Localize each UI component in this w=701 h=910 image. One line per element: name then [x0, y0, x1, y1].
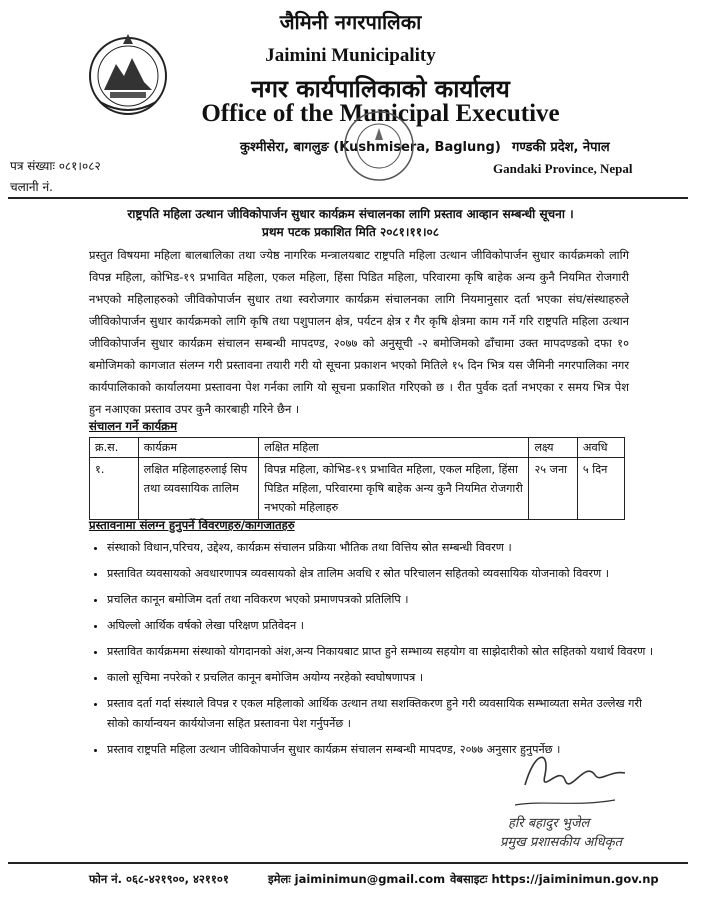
- province-english: Gandaki Province, Nepal: [493, 161, 633, 176]
- header-divider: [8, 197, 688, 199]
- letter-number: पत्र संख्याः ०८१।०८२: [10, 159, 101, 173]
- table-cell-duration: ५ दिन: [577, 458, 624, 520]
- signatory-name: हरि बहादुर भुजेल: [508, 816, 590, 831]
- list-item: • प्रस्ताव दर्ता गर्दा संस्थाले विपन्न र एकल महिलाको आर्थिक उत्थान तथा सशक्तिकरण हुने गरी व्यवसायिक सम्भाव्यता समेत उल्लेख गरी सोको कार्यान्वयन कार्ययोजना सहित प्रस्तावना पेश गर्नुपर्नेछ ।: [107, 694, 655, 734]
- column-header: अवधि: [577, 438, 624, 458]
- documents-list: [89, 538, 655, 766]
- notice-title: राष्ट्रपति महिला उत्थान जीविकोपार्जन सुधार कार्यक्रम संचालनका लागि प्रस्ताव आव्हान सम्बन्धी सूचना ।: [127, 207, 574, 221]
- office-name-english: Office of the Municipal Executive: [201, 100, 560, 127]
- column-header: लक्षित महिला: [259, 438, 529, 458]
- footer-divider: [8, 862, 688, 864]
- footer-website: वेबसाइटः https://jaiminimun.gov.np: [450, 872, 659, 886]
- office-address: कुश्मीसेरा, बागलुङ (Kushmisera, Baglung): [240, 140, 501, 155]
- dispatch-number: चलानी नं.: [10, 180, 53, 194]
- municipality-name-nepali: जैमिनी नगरपालिका: [279, 10, 422, 34]
- list-item: • प्रस्ताव राष्ट्रपति महिला उत्थान जीविकोपार्जन सुधार कार्यक्रम संचालन सम्बन्धी मापदण्ड, २०७७ अनुसार हुनुपर्नेछ ।: [107, 740, 655, 760]
- list-item: • प्रचलित कानून बमोजिम दर्ता तथा नविकरण भएको प्रमाणपत्रको प्रतिलिपि ।: [107, 590, 655, 610]
- province-nepali: गण्डकी प्रदेश, नेपाल: [512, 140, 610, 155]
- list-item: • संस्थाको विधान,परिचय, उद्देश्य, कार्यक्रम संचालन प्रक्रिया भौतिक तथा वित्तिय स्रोत सम्बन्धी विवरण ।: [107, 538, 655, 558]
- notice-body: प्रस्तुत विषयमा महिला बालबालिका तथा ज्येष्ठ नागरिक मन्त्रालयबाट राष्ट्रपति महिला उत्थान जीविकोपार्जन सुधार कार्यक्रमको लागि विपन्न महिला, कोभिड-१९ प्रभावित महिला, एकल महिला, हिंसा पिडित महिला, परिवारमा कृषि बाहेक अन्य कुनै नियमित रोजगारी नभएको महिलाहरुको जीविकोपार्जन सुधार तथा स्वरोजगार कार्यक्रम संचालनका लागि नियमानुसार दर्ता भएका संघ/संस्थाहरुले जीविकोपार्जन सुधार कार्यक्रमको लागि कृषि तथा पशुपालन क्षेत्र, पर्यटन क्षेत्र र गैर कृषि क्षेत्रमा काम गर्ने गरि राष्ट्रपति महिला उत्थान जीविकोपार्जन सुधार कार्यक्रम संचालन सम्बन्धी मापदण्ड, २०७७ को अनुसूची -२ बमोजिमको ढाँचामा उक्त मापदण्डको दफा १० बमोजिमको कागजात संलग्न गरी प्रस्तावना तयारी गरी यो सूचना प्रकाशन भएको मितिले १५ दिन भित्र यस जैमिनी नगरपालिका नगर कार्यपालिकाको कार्यालयमा प्रस्तावना पेश गर्नका लागि यो सूचना प्रकाशित गरिएको छ । रीत पुर्वक दर्ता नभएका र समय भित्र पेश हुन नआएका प्रस्ताव उपर कुनै कारबाही गरिने छैन ।: [89, 248, 629, 416]
- column-header: कार्यक्रम: [138, 438, 258, 458]
- column-header: लक्ष्य: [529, 438, 577, 458]
- office-seal-stamp: [343, 110, 415, 182]
- first-published-date: प्रथम पटक प्रकाशित मिति २०८१।११।०८: [262, 225, 439, 239]
- table-cell-program: लक्षित महिलाहरुलाई सिप तथा व्यवसायिक तालिम: [138, 458, 258, 520]
- list-item: • कालो सूचिमा नपरेको र प्रचलित कानून बमोजिम अयोग्य नरहेको स्वघोषणापत्र ।: [107, 668, 655, 688]
- signatory-designation: प्रमुख प्रशासकीय अधिकृत: [500, 835, 623, 850]
- footer-email: इमेलः jaiminimun@gmail.com: [268, 872, 446, 886]
- list-item: • प्रस्तावित व्यवसायको अवधारणापत्र व्यवसायको क्षेत्र तालिम अवधि र स्रोत परिचालन सहितको व्यवसायिक योजनाको विवरण ।: [107, 564, 655, 584]
- table-header-row: [90, 438, 625, 458]
- municipality-name-english: Jaimini Municipality: [265, 45, 436, 66]
- list-item: • प्रस्तावित कार्यक्रममा संस्थाको योगदानको अंश,अन्य निकायबाट प्राप्त हुने सम्भाव्य सहयोग वा साझेदारीको स्रोत सहितको यथार्थ विवरण ।: [107, 642, 655, 662]
- table-row: [90, 458, 625, 520]
- footer-phone: फोन नं. ०६८-४२१९००, ४२११०१: [89, 872, 229, 886]
- list-item: • अघिल्लो आर्थिक वर्षको लेखा परिक्षण प्रतिवेदन ।: [107, 616, 655, 636]
- office-name-nepali: नगर कार्यपालिकाको कार्यालय: [251, 75, 510, 103]
- table-cell-target-women: विपन्न महिला, कोभिड-१९ प्रभावित महिला, एकल महिला, हिंसा पिडित महिला, परिवारमा कृषि बाहेक अन्य कुनै नियमित रोजगारी नभएको महिलाहरु: [259, 458, 529, 520]
- program-section-heading: संचालन गर्ने कार्यक्रम: [89, 419, 178, 433]
- column-header: क्र.स.: [90, 438, 139, 458]
- table-cell-target-count: २५ जना: [529, 458, 577, 520]
- table-cell-serial: १.: [90, 458, 139, 520]
- documents-section-heading: प्रस्तावनामा संलग्न हुनुपर्ने विवरणहरु/कागजातहरु: [89, 518, 295, 532]
- handwritten-signature: [505, 745, 635, 815]
- program-table: [89, 437, 625, 520]
